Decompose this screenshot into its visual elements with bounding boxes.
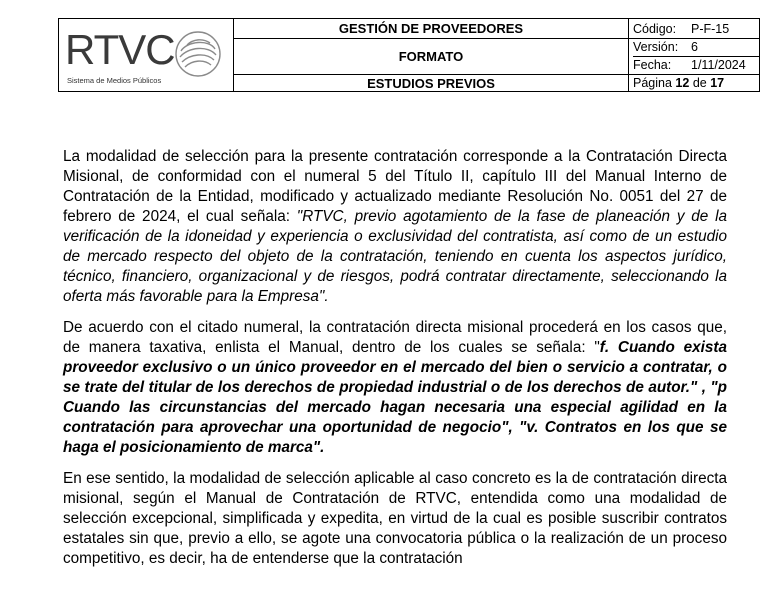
date-label: Fecha: [633, 58, 672, 72]
date-value: 1/11/2024 [691, 58, 746, 72]
page-number-cell [629, 75, 760, 92]
rtvc-logo [59, 20, 233, 90]
paragraph-1-quote: "RTVC, previo agotamiento de la fase de planeación y de la verificación de la idoneidad y experiencia o exclusividad del contratista, así como de un estudio de mercado respecto del objeto de la contratación, teniendo en cuenta los aspectos jurídico, técnico, financiero, organizacional y de riesgos, podrá contratar directamente, seleccionando la oferta más favorable para la Empresa". [63, 208, 727, 305]
paragraph-2-quote: f. Cuando exista proveedor exclusivo o un único proveedor en el mercado del bien o servicio a contratar, o se trate del titular de los derechos de propiedad industrial o de los derechos de autor." , "p Cuando las circunstancias del mercado hagan necesaria una especial agilidad en la contratación para aprovechar una oportunidad de negocio", "v. Contratos en los que se haga el posicionamiento de marca". [63, 339, 727, 456]
paragraph-2 [63, 318, 727, 458]
document-header [58, 18, 760, 92]
version-date-cell [629, 39, 760, 75]
logo-wordmark: RTVC [65, 26, 175, 73]
page-current: 12 [675, 76, 690, 90]
page-total: 17 [710, 76, 725, 90]
page-word: Página [633, 76, 672, 90]
paragraph-2-text: De acuerdo con el citado numeral, la contratación directa misional procederá en los casos que, de manera taxativa, enlista el Manual, dentro de los cuales se señala: " [63, 319, 727, 356]
paragraph-1 [63, 147, 727, 307]
version-row [633, 39, 759, 57]
paragraph-3-text: En ese sentido, la modalidad de selección aplicable al caso concreto es la de contratación directa misional, según el Manual de Contratación de RTVC, entendida como una modalidad de selección excepcional, simplificada y expedita, en virtud de la cual es posible suscribir contratos estatales sin que, previo a ello, se agote una convocatoria pública o la realización de un proceso competitivo, es decir, ha de entenderse que la contratación [63, 470, 727, 567]
logo-cell [59, 19, 234, 92]
header-title-3: ESTUDIOS PREVIOS [234, 75, 629, 92]
header-title-1: GESTIÓN DE PROVEEDORES [234, 19, 629, 39]
page-of: de [692, 76, 707, 90]
document-body [63, 147, 727, 580]
code-label: Código: [633, 21, 677, 36]
paragraph-3 [63, 469, 727, 569]
code-cell [629, 19, 760, 39]
paragraph-1-text: La modalidad de selección para la presente contratación corresponde a la Contratación Directa Misional, de conformidad con el numeral 5 del Título II, capítulo III del Manual Interno de Contratación de la Entidad, modificado y actualizado mediante Resolución No. 0051 del 27 de febrero de 2024, el cual señala: [63, 148, 727, 225]
logo-subtitle: Sistema de Medios Públicos [67, 76, 162, 85]
version-value: 6 [691, 40, 698, 54]
code-value: P-F-15 [691, 21, 730, 36]
swirl-logo-icon [173, 29, 223, 79]
version-label: Versión: [633, 40, 679, 54]
header-title-2: FORMATO [234, 39, 629, 75]
date-row [633, 57, 759, 74]
